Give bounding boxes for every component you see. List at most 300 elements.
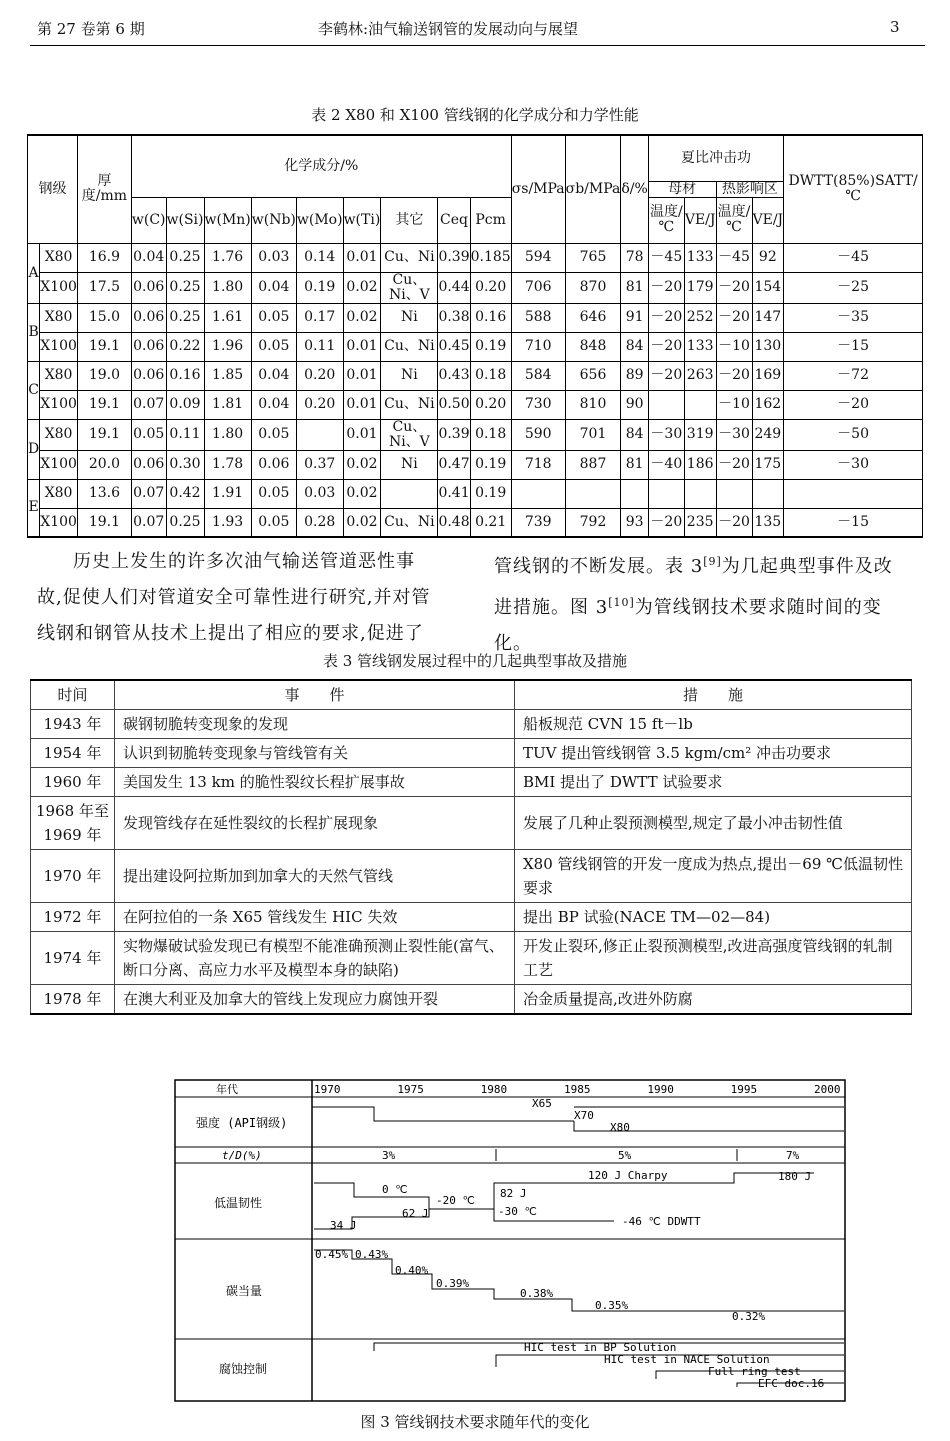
t2-cell: 0.20 [470,272,511,303]
table-row [28,272,923,303]
t2-cell: 1.80 [204,272,251,303]
t2-cell: 0.38 [438,303,470,332]
t2-cell: 19.0 [77,361,131,390]
table-row [28,419,923,450]
table-row [31,710,912,739]
t2-h-grade: 钢级 [28,135,78,243]
t2-cell: －15 [784,332,923,361]
t2-group: C [28,361,40,419]
t2-cell: 0.20 [470,390,511,419]
t2-grade: X100 [40,390,78,419]
t2-cell: 810 [565,390,621,419]
td-5pct: 5% [618,1149,632,1162]
t2-cell: 1.85 [204,361,251,390]
t2-cell: 175 [752,450,784,479]
t3-measure: 冶金质量提高,改进外防腐 [515,985,912,1015]
t2-cell: 0.30 [166,450,204,479]
t2-cell: 130 [752,332,784,361]
t2-cell: 0.09 [166,390,204,419]
corr-efc: EFC doc.16 [758,1377,825,1390]
tough-180j: 180 J [778,1170,812,1183]
t2-cell [621,479,648,508]
t2-cell: 0.50 [438,390,470,419]
t2-cell: 0.03 [251,243,296,272]
t2-cell: Ni [381,303,438,332]
t2-cell [784,479,923,508]
t2-cell: 0.185 [470,243,511,272]
t2-cell: 0.07 [131,390,166,419]
t2-cell: 1.80 [204,419,251,450]
t2-h-temp-haz: 温度/℃ [716,197,752,243]
figure3-caption: 图 3 管线钢技术要求随年代的变化 [360,1413,590,1431]
t2-cell: 590 [511,419,565,450]
t2-cell: －72 [784,361,923,390]
t3-measure: 开发止裂环,修正止裂预测模型,改进高强度管线钢的轧制工艺 [515,932,912,985]
t2-cell: 0.25 [166,508,204,537]
corr-hic-nace: HIC test in NACE Solution [604,1353,770,1366]
t2-cell: 0.19 [470,450,511,479]
t2-cell: 0.18 [470,361,511,390]
year-label: 1990 [647,1083,674,1096]
t2-cell: 0.22 [166,332,204,361]
t2-cell: 90 [621,390,648,419]
t2-cell: 718 [511,450,565,479]
t2-cell: 0.05 [131,419,166,450]
t2-cell: 133 [684,332,716,361]
year-label: 1975 [397,1083,424,1096]
t2-cell: －50 [784,419,923,450]
para-right-1a: 管线钢的不断发展。表 3 [494,556,704,577]
t2-cell: －30 [716,419,752,450]
t2-cell: 91 [621,303,648,332]
year-label: 2000 [814,1083,841,1096]
t2-cell: 0.06 [131,332,166,361]
t3-header-time: 时间 [31,680,115,710]
table-row [31,903,912,932]
t2-cell: 0.19 [470,332,511,361]
tough-120j: 120 J Charpy [588,1169,668,1182]
ceq-032: 0.32% [732,1310,766,1323]
t2-cell: 0.21 [470,508,511,537]
t2-h-chem-col: w(Ti) [343,197,381,243]
t2-cell: 19.1 [77,419,131,450]
tough-m20c: -20 ℃ [436,1194,475,1207]
t2-cell: Cu、Ni [381,508,438,537]
t2-cell: 0.04 [131,243,166,272]
t2-cell: 0.25 [166,243,204,272]
t2-cell: 0.16 [166,361,204,390]
citation-10[interactable]: [10] [608,596,635,609]
t2-cell: －20 [716,450,752,479]
t2-group: A [28,243,40,303]
t2-cell: 0.39 [438,419,470,450]
t2-cell: 1.91 [204,479,251,508]
para-right-1b: 为几起典型事件及改 [721,556,893,577]
t2-h-chem-col: w(Mn) [204,197,251,243]
t2-cell [684,390,716,419]
t2-cell: －30 [784,450,923,479]
t2-cell: 0.06 [131,450,166,479]
t2-cell: 0.19 [296,272,343,303]
table-row [28,450,923,479]
t2-cell: Ni [381,361,438,390]
tough-0c: 0 ℃ [382,1183,408,1196]
t2-cell: 0.37 [296,450,343,479]
table-row [28,303,923,332]
year-label: 1985 [564,1083,591,1096]
t3-event: 美国发生 13 km 的脆性裂纹长程扩展事故 [115,768,515,797]
t2-cell: －30 [648,419,684,450]
t2-cell: －45 [648,243,684,272]
t2-cell: 154 [752,272,784,303]
t3-event: 碳钢韧脆转变现象的发现 [115,710,515,739]
fig-col-header: 年代 [216,1083,238,1096]
t3-measure: TUV 提出管线钢管 3.5 kgm/cm² 冲击功要求 [515,739,912,768]
strength-x65: X65 [532,1097,552,1110]
t3-time: 1972 年 [31,903,115,932]
para-left-line-1: 历史上发生的许多次油气输送管道恶性事 [73,551,415,572]
t2-cell: 1.81 [204,390,251,419]
t3-event: 在阿拉伯的一条 X65 管线发生 HIC 失效 [115,903,515,932]
t2-cell: －20 [716,508,752,537]
year-label: 1980 [480,1083,508,1096]
table-row [28,332,923,361]
t2-cell: 594 [511,243,565,272]
t2-cell: 656 [565,361,621,390]
t2-cell [716,479,752,508]
t2-group: D [28,419,40,479]
t2-h-el: δ/% [621,135,648,243]
t2-cell: 0.07 [131,479,166,508]
t2-cell: 263 [684,361,716,390]
table-row [31,932,912,985]
t2-cell [565,479,621,508]
t2-cell: 739 [511,508,565,537]
t2-cell: －45 [716,243,752,272]
t2-cell: 0.18 [470,419,511,450]
t2-cell: 1.93 [204,508,251,537]
para-right-2a: 进措施。图 3 [494,597,609,618]
t2-cell: 584 [511,361,565,390]
t2-cell: 19.1 [77,508,131,537]
td-3pct: 3% [382,1149,396,1162]
para-left-line-3: 线钢和钢管从技术上提出了相应的要求,促进了 [37,623,424,644]
table-row [31,739,912,768]
figure3-timeline [174,1079,846,1402]
t2-h-chem-col: w(Nb) [251,197,296,243]
page-number: 3 [890,18,900,36]
t3-event: 认识到韧脆转变现象与管线管有关 [115,739,515,768]
t2-cell: 0.47 [438,450,470,479]
t2-cell: －20 [716,303,752,332]
t3-time: 1970 年 [31,850,115,903]
t2-cell: 730 [511,390,565,419]
t2-cell: 17.5 [77,272,131,303]
t2-cell: 319 [684,419,716,450]
t2-cell: 646 [565,303,621,332]
t2-cell: 0.02 [343,272,381,303]
t2-cell: 0.28 [296,508,343,537]
t2-cell [296,419,343,450]
t2-cell: 0.05 [251,303,296,332]
t2-grade: X80 [40,303,78,332]
t2-cell: 235 [684,508,716,537]
para-left-line-2: 故,促使人们对管道安全可靠性进行研究,并对管 [37,587,431,608]
t2-cell: 1.61 [204,303,251,332]
t2-cell [648,479,684,508]
t3-event: 实物爆破试验发现已有模型不能准确预测止裂性能(富气、断口分离、高应力水平及模型本身的缺陷) [115,932,515,985]
t2-cell: 792 [565,508,621,537]
t2-cell: 20.0 [77,450,131,479]
ceq-040: 0.40% [395,1264,429,1277]
t2-cell: －20 [648,332,684,361]
t3-measure: BMI 提出了 DWTT 试验要求 [515,768,912,797]
t2-cell: －20 [648,303,684,332]
year-label: 1995 [730,1083,758,1096]
t2-group: E [28,479,40,537]
t2-cell: 0.02 [343,303,381,332]
running-title: 李鹤林:油气输送钢管的发展动向与展望 [318,20,579,38]
t2-h-ve-haz: VE/J [752,197,784,243]
t2-h-temp-base: 温度/℃ [648,197,684,243]
t2-grade: X80 [40,419,78,450]
t2-cell: －20 [648,361,684,390]
tough-ddwtt: -46 ℃ DDWTT [622,1215,701,1228]
t2-cell: Cu、Ni、V [381,272,438,303]
t2-cell: 249 [752,419,784,450]
t2-cell: 169 [752,361,784,390]
table-row [31,850,912,903]
tough-62j: 62 J [402,1207,429,1220]
t2-cell: 0.02 [343,508,381,537]
t3-time: 1960 年 [31,768,115,797]
t2-cell: 870 [565,272,621,303]
t2-cell: 0.11 [296,332,343,361]
t2-cell: 0.07 [131,508,166,537]
t3-time: 1978 年 [31,985,115,1015]
t2-cell: 0.25 [166,303,204,332]
t3-event: 发现管线存在延性裂纹的长程扩展现象 [115,797,515,850]
citation-9[interactable]: [9] [703,555,722,568]
year-label: 1970 [314,1083,341,1096]
table-row [28,361,923,390]
t2-cell: 81 [621,450,648,479]
t2-cell: 0.06 [131,361,166,390]
t2-cell: 93 [621,508,648,537]
t2-cell: 765 [565,243,621,272]
row-label-td: t/D(%) [222,1149,262,1162]
paragraph-left [37,544,457,652]
t2-cell: 0.39 [438,243,470,272]
t2-h-ve-base: VE/J [684,197,716,243]
t2-cell: 0.02 [343,479,381,508]
ceq-045: 0.45% [315,1248,349,1261]
t2-cell: 0.06 [251,450,296,479]
t3-measure: 船板规范 CVN 15 ft－lb [515,710,912,739]
t2-cell: 179 [684,272,716,303]
t2-cell: Cu、Ni [381,243,438,272]
t2-cell: 0.05 [251,332,296,361]
header-rule [30,45,925,46]
t2-cell: Cu、Ni [381,390,438,419]
t2-h-haz: 热影响区 [716,181,784,197]
tough-34j: 34 J [330,1219,357,1232]
t2-cell: 0.02 [343,450,381,479]
t2-cell [381,479,438,508]
t2-cell: 0.05 [251,479,296,508]
t2-cell: 162 [752,390,784,419]
t2-cell: 0.04 [251,390,296,419]
t2-h-chem-col: w(Si) [166,197,204,243]
ceq-038: 0.38% [520,1287,554,1300]
t2-grade: X80 [40,243,78,272]
t2-cell [752,479,784,508]
t2-cell: 887 [565,450,621,479]
t2-cell: 0.19 [470,479,511,508]
t2-grade: X100 [40,450,78,479]
t2-cell: 0.05 [251,508,296,537]
journal-issue: 第 27 卷第 6 期 [37,20,145,38]
t2-h-ys: σs/MPa [511,135,565,243]
t2-cell: 0.06 [131,303,166,332]
t2-cell: 78 [621,243,648,272]
t2-cell: 84 [621,332,648,361]
t2-cell: 84 [621,419,648,450]
t2-cell: －35 [784,303,923,332]
t2-cell: 92 [752,243,784,272]
t2-cell: 135 [752,508,784,537]
para-right-2b: 为管线钢技术要求随时间的变 [634,597,882,618]
t2-cell: 0.41 [438,479,470,508]
paragraph-right [494,544,924,662]
t2-h-chem-col: Ceq [438,197,470,243]
t2-cell: 13.6 [77,479,131,508]
t2-cell: 0.05 [251,419,296,450]
t2-cell: 89 [621,361,648,390]
table3 [30,679,912,1015]
t2-h-dwtt: DWTT(85%)SATT/℃ [784,135,923,243]
t2-cell: －20 [784,390,923,419]
table-row [28,243,923,272]
table-row [31,797,912,850]
t3-time: 1954 年 [31,739,115,768]
t2-grade: X100 [40,332,78,361]
t2-cell: 19.1 [77,332,131,361]
t2-cell: 0.20 [296,361,343,390]
t2-cell: 81 [621,272,648,303]
para-right-3: 化。 [494,633,532,654]
t2-cell: 252 [684,303,716,332]
t2-cell: －45 [784,243,923,272]
table3-caption: 表 3 管线钢发展过程中的几起典型事故及措施 [322,652,628,670]
t2-cell: 706 [511,272,565,303]
row-label-strength: 强度 (API钢级) [196,1116,288,1130]
t2-cell: 0.25 [166,272,204,303]
t2-h-chem: 化学成分/% [131,135,511,197]
t3-header-event: 事 件 [115,680,515,710]
corr-full-ring: Full ring test [708,1365,801,1378]
t2-cell: 0.44 [438,272,470,303]
t2-h-base: 母材 [648,181,716,197]
t3-time: 1974 年 [31,932,115,985]
t2-grade: X100 [40,508,78,537]
t2-cell: －10 [716,332,752,361]
t2-cell: 848 [565,332,621,361]
t2-cell: －15 [784,508,923,537]
ceq-039: 0.39% [436,1277,470,1290]
t2-cell: 1.76 [204,243,251,272]
t2-cell: 0.04 [251,361,296,390]
t2-grade: X80 [40,479,78,508]
t2-cell [684,479,716,508]
t2-cell: 0.11 [166,419,204,450]
t3-time: 1968 年至 1969 年 [31,797,115,850]
t2-cell: 1.78 [204,450,251,479]
t3-event: 提出建设阿拉斯加到加拿大的天然气管线 [115,850,515,903]
t2-cell: Ni [381,450,438,479]
table2-caption: 表 2 X80 和 X100 管线钢的化学成分和力学性能 [311,106,639,124]
row-label-ceq: 碳当量 [226,1284,263,1298]
t2-cell [511,479,565,508]
t2-cell: 0.48 [438,508,470,537]
t3-measure: 发展了几种止裂预测模型,规定了最小冲击韧性值 [515,797,912,850]
t2-h-chem-col: Pcm [470,197,511,243]
t2-cell: 710 [511,332,565,361]
t2-cell: 15.0 [77,303,131,332]
t3-event: 在澳大利亚及加拿大的管线上发现应力腐蚀开裂 [115,985,515,1015]
ceq-035: 0.35% [595,1299,629,1312]
t3-measure: X80 管线钢管的开发一度成为热点,提出－69 ℃低温韧性要求 [515,850,912,903]
t2-h-chem-col: w(Mo) [296,197,343,243]
t3-measure: 提出 BP 试验(NACE TM—02—84) [515,903,912,932]
t2-cell: 0.14 [296,243,343,272]
t2-cell: 19.1 [77,390,131,419]
t2-cell: 133 [684,243,716,272]
t2-group: B [28,303,40,361]
t2-grade: X80 [40,361,78,390]
t2-cell: 0.17 [296,303,343,332]
t2-h-ts: σb/MPa [565,135,621,243]
strength-x80: X80 [610,1121,630,1134]
t2-cell: 0.43 [438,361,470,390]
t3-header-measure: 措 施 [515,680,912,710]
table-row [31,985,912,1015]
t2-cell: －10 [716,390,752,419]
t2-cell: －40 [648,450,684,479]
t2-cell: 0.42 [166,479,204,508]
table-row [28,508,923,537]
t2-cell: 147 [752,303,784,332]
t2-cell: 0.01 [343,390,381,419]
t2-cell: 0.45 [438,332,470,361]
t2-cell: Cu、Ni、V [381,419,438,450]
t2-cell: Cu、Ni [381,332,438,361]
t2-grade: X100 [40,272,78,303]
t2-cell: 701 [565,419,621,450]
table-row [28,479,923,508]
t3-time: 1943 年 [31,710,115,739]
tough-82j: 82 J [500,1187,527,1200]
t2-cell: －20 [648,272,684,303]
strength-x70: X70 [574,1109,594,1122]
t2-cell: 0.01 [343,332,381,361]
t2-h-thick: 厚度/mm [77,135,131,243]
t2-cell: 16.9 [77,243,131,272]
t2-h-charpy: 夏比冲击功 [648,135,783,181]
t2-h-chem-col: 其它 [381,197,438,243]
t2-cell: 0.06 [131,272,166,303]
table-row [28,390,923,419]
